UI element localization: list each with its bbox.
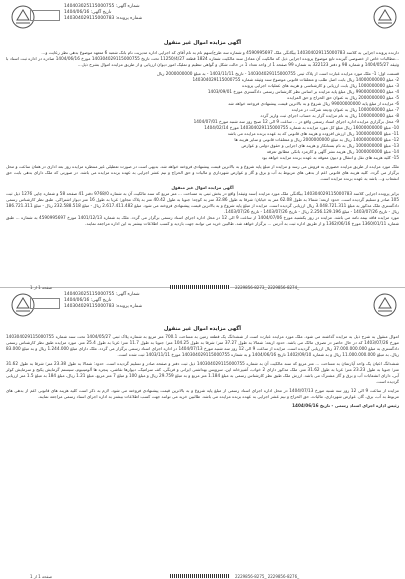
list-item: 8- مبلغ 1000000000 ریال به نام مزایده گزار به حساب اجرای ثبت واریز گردد: [260, 113, 399, 118]
ad-number: شماره آگهی: 140403025115000755: [64, 4, 140, 9]
closing-paragraph: مزایده از ساعت 9 الی 12 روز سه شنبه مورخ 1404/07/13 در محل اداره اجرای اسناد رسمی از مبلغ پایه شروع و به بالاترین قیمت پیشنهادی فروخته می شود. لازم به ذکر است کلیه هزینه های قانونی اعم از بدهی های مربوط به آب، برق، گاز، عوارض شهرداری، مالیات، حق الحراج و نیم عشر اجرایی به عهده برنده مزایده می باشد. طالبین خرید می توانند جهت کسب اطلاعات بیشتر به اداره اجرای اسناد رسمی مراجعه نمایند.: [6, 388, 399, 399]
footer-code: 2229856-8275_ 2229856-8276_: [235, 574, 300, 579]
ad-date: تاریخ آگهی: 1404/06/16: [64, 10, 112, 16]
barcode: [170, 574, 230, 578]
paragraph: مورد مزایده فاقد بیمه نامه می باشد. مزایده در روز یکشنبه مورخ 1404/07/06 از ساعت 9 الی 12 در محل اداره اجرای اسناد رسمی برگزار می گردد. ملک به شماره 1401/12/13 مورخ 4590995697 به شماره ... طبق شماره 1360/01/11 مورخ 1362/06/16 و از طریق اداره ثبت به آدرس ... برگزار خواهد شد. طالبین خرید می توانند جهت بازدید و کسب اطلاعات بیشتر به این اداره مراجعه نمایند.: [6, 215, 400, 226]
bottom-body: [6, 334, 399, 570]
list-item: 15- کلیه هزینه های نقل و انتقال و دیون معوقه به عهده برنده مزایده خواهد بود: [261, 155, 399, 160]
intro-paragraph: دارنده پرونده اجرایی به کلاسه 140304029115000783 بیگانگی ملک 4590995697 و شماره سه طرح/سهم نام به نام آقای که اجرایی اداره مدیریت نام بانک شعبه 6 متعهد موضوع بدهی نظر رعایت و...: [41, 50, 399, 55]
document-title: آگهی مزایده اموال غیر منقول: [163, 326, 242, 332]
list-item: 9- محل برگزاری مزایده اداره اجرای اسناد رسمی واقع در ... ساعت 9 الی 12 صبح روز سه شنبه مورخ 1404/07/01: [193, 119, 399, 124]
case-number: شماره پرونده: 140304029115000783: [64, 16, 143, 22]
paragraph: برابر پرونده اجرایی کلاسه 140304029115000783 بیگانگی ملک مورد مزایده (سند وثیقه) واقع در بخش ثبتی به مساحت ... متر مربع که سند مالکیت آن به شماره 9768/0 دفتر 41 صفحه 58 و شماره چاپی 1276 ذیل ثبت 105 صادر و تسلیم گردیده است. حدود اربعه: شمالا به طول 62.08 متر به خیابان؛ شرقا به طول 32.86 متر به کوچه؛ جنوبا به طول 40.42 متر به پلاک مجاور؛ غربا به طول 16 متر دیوار اشتراکی. طبق نظر کارشناس رسمی دادگستری ملک مذکور به مبلغ 3.048.721.311 ریال ارزیابی گردیده است. مزایده از مبلغ پایه شروع و به بالاترین قیمت پیشنهادی فروخته می شود. مبلغ 2.617.411.482 ریال - مبلغ 232.588.518 ریال - مبلغ 186.721.311 ریال - تاریخ 1403/07/26 - مبلغ 2.256.129.196 ریال - تاریخ 1403/07/26 - تاریخ 1403/07/26.: [6, 191, 399, 214]
emblem-icon: [372, 292, 398, 318]
top-body: [6, 50, 399, 282]
footer-code: 2229856-8273_ 2229856-8274_: [235, 285, 300, 290]
document-title: آگهی مزایده اموال غیر منقول: [163, 40, 242, 46]
top-header: [0, 0, 405, 52]
case-number: شماره پرونده: 140304029115000783: [64, 304, 143, 310]
bottom-meta: [64, 292, 144, 311]
list-item: 14- مبلغ 1000000000 ریال هزینه نشر آگهی و کارمزد بانکی مطابق تعرفه: [266, 149, 399, 154]
page-number: صفحه 1 از 1: [30, 574, 53, 579]
list-item: 2- مبلغ 14000000000 ریال بابت اصل طلب و متعلقات قانونی موضوع سند وثیقه شماره 140304029115000755: [192, 77, 399, 82]
bottom-header: [0, 288, 405, 340]
barcode-box: [30, 10, 60, 21]
list-item: 3- مبلغ 1000000000 ریال بابت ارزیابی و کارشناسی و هزینه های عملیات اجرایی پرونده: [242, 83, 399, 88]
section-title: آگهی مزایده اموال غیر منقول: [171, 185, 234, 190]
list-item: 10- مبلغ 16000000000 ریال مبلغ کل مورد مزایده به شماره 140304029115000755 مورخ 1404/02/14: [204, 125, 399, 130]
bottom-sheet: [0, 288, 405, 579]
list-item: قسمت اول: 1- ملک مورد مزایده عبارت است از پلاک ثبتی 140304029115000755 - تاریخ 1403/11/11 - به مبلغ 2000000000 ریال: [156, 71, 399, 76]
paragraph: ششدانگ اعیان یک واحد آپارتمان به مساحت ... متر مربع که سند مالکیت آن به شماره 140304029115000755 ذیل ثبت دفتر و صفحه صادر و تسلیم گردیده است. حدود: شمالا به طول 23.38 متر؛ شرقا به طول 31.62 متر؛ جنوبا به طول 23.23 متر؛ غربا به طول 31.62 متر. ملک مذکور دارای 2 خواب، آشپزخانه اپن، سرویس بهداشتی ایرانی و فرنگی، کف سرامیک، دیوارها نقاشی، پنجره ها آلومینیوم، سیستم گرمایش پکیج و سرمایش کولر آبی، دارای انشعابات آب و برق و گاز مشترک می باشد. ارزش ملک طبق نظر کارشناس رسمی به مبلغ 1.184 متر مربع و به مبلغ 29.759 ریال و مبلغ 100 و مبلغ 7 متر مربع، مبلغ 1.21 ریال، مبلغ 184 به مبلغ 1.5 متر ارزیابی گردیده است.: [6, 361, 399, 384]
emblem-icon: [372, 4, 398, 30]
list-item: 6- مزایده از مبلغ پایه 99000000000 ریال شروع و به بالاترین قیمت پیشنهادی فروخته خواهد شد: [228, 101, 399, 106]
closing-paragraph: ملک مورد مزایده از طریق مزایده حضوری به فروش می رسد و مزایده از مبلغ پایه شروع و به بالاترین قیمت پیشنهادی فروخته خواهد شد. بدیهی است در صورت تعطیلی غیر منتظره مزایده روز بعد اداری در همان ساعت و محل برگزار می گردد. کلیه هزینه های قانونی اعم از بدهی های مربوط به آب و برق و گاز و عوارض شهرداری و مالیات و حق الحراج و نیم عشر اجرایی به عهده برنده مزایده می باشد. در صورتی که ملک دارای بدهی بابت حق انشعاب و... باشد به عهده برنده مزایده است.: [6, 164, 399, 181]
list-item: 5- مبلغ 2000000000 ریال به عنوان حق الحراج و حق المزایده: [287, 95, 399, 100]
top-sheet: [0, 0, 405, 288]
top-meta: [64, 4, 144, 23]
numbered-list: [6, 71, 399, 161]
list-item: 4- مبلغ 99000000000 ریال مبلغ پایه مزایده بر اساس نظر کارشناس رسمی دادگستری مورخ 1403/09/01: [207, 89, 399, 94]
list-item: 11- مبلغ 1000000000 ریال ارزش افزوده و هزینه های قانونی که به عهده برنده مزایده می باشد: [227, 131, 399, 136]
list-item: 13- مبلغ 1000000000 ریال به نام بستانکار و هزینه های اجرایی و حقوق دولتی و عوارض: [241, 143, 399, 148]
barcode-box: [30, 298, 60, 309]
list-item: 12- مبلغ 14000000000 ریال به مبلغ 2000000000 ریال و متعلقات قانونی و سایر هزینه ها: [234, 137, 399, 142]
page-number: صفحه 1 از 1: [30, 285, 53, 290]
paragraph: ...مطالبات خاص از خصوصی گیرنده تابع موضوع پرونده اجرایی ذیل که مالکیت آن معادل سند مالکیت شماره 1824 قطعه 11250/4/27 تحت تاریخ 140304029115000755 مورخ 1404/06/16 صادره در اداره ثبت اسناد با وثیقه 1404/05/27 و شماره 98 و دفتر 322123 به شماره 99 صفحه 1 از واحد تعداد 1 در حالت شکل و گواهی تنظیم و تملیک امور دیوان ارزیابی و از طریق مزایده اموال بشرح ذیل...: [6, 56, 399, 67]
ad-number: شماره آگهی: 140403025115000755: [64, 292, 140, 297]
signature-line: رئیس اداره اجرای اسناد رسمی - تاریخ 1404/06/16: [292, 403, 399, 408]
list-item: 7- مبلغ 1000000000 ریال به عنوان ودیعه شرکت در مزایده: [291, 107, 399, 112]
paragraph: اموال منقول به شرح ذیل به مزایده گذاشته می شود. ملک مورد مزایده عبارت است از ششدانگ یک قطعه زمین به مساحت 700.1 متر مربع به شماره پلاک ثبتی 1404/05/27 تحت سند شماره 140304029115000755 مورخ 1403/07/26 که در حال حاضر در تصرف مالک می باشد. حدود اربعه: شمالا به طول 37.27 متر؛ شرقا به طول 104.25 متر؛ جنوبا به طول 11.7 متر؛ غربا به طول 25.4 متر. مورد مزایده طبق نظر کارشناس رسمی دادگستری به مبلغ 37.000.000.000 ریال ارزیابی گردیده است. مزایده از ساعت 9 الی 12 روز سه شنبه مورخ 1404/07/13 در اداره اجرای اسناد رسمی برگزار می گردد. ملک دارای مبلغ 1.244.000 ریال و به مبلغ 83.000 ریال، به مبلغ 11.000.000.000 ریال و به شماره 1402/09/10 تاریخ 1404/06/16 و به شماره 140304029115000755 مورخ 1403/11/11 ثبت شده است.: [6, 334, 400, 357]
ad-date: تاریخ آگهی: 1404/06/16: [64, 298, 112, 304]
